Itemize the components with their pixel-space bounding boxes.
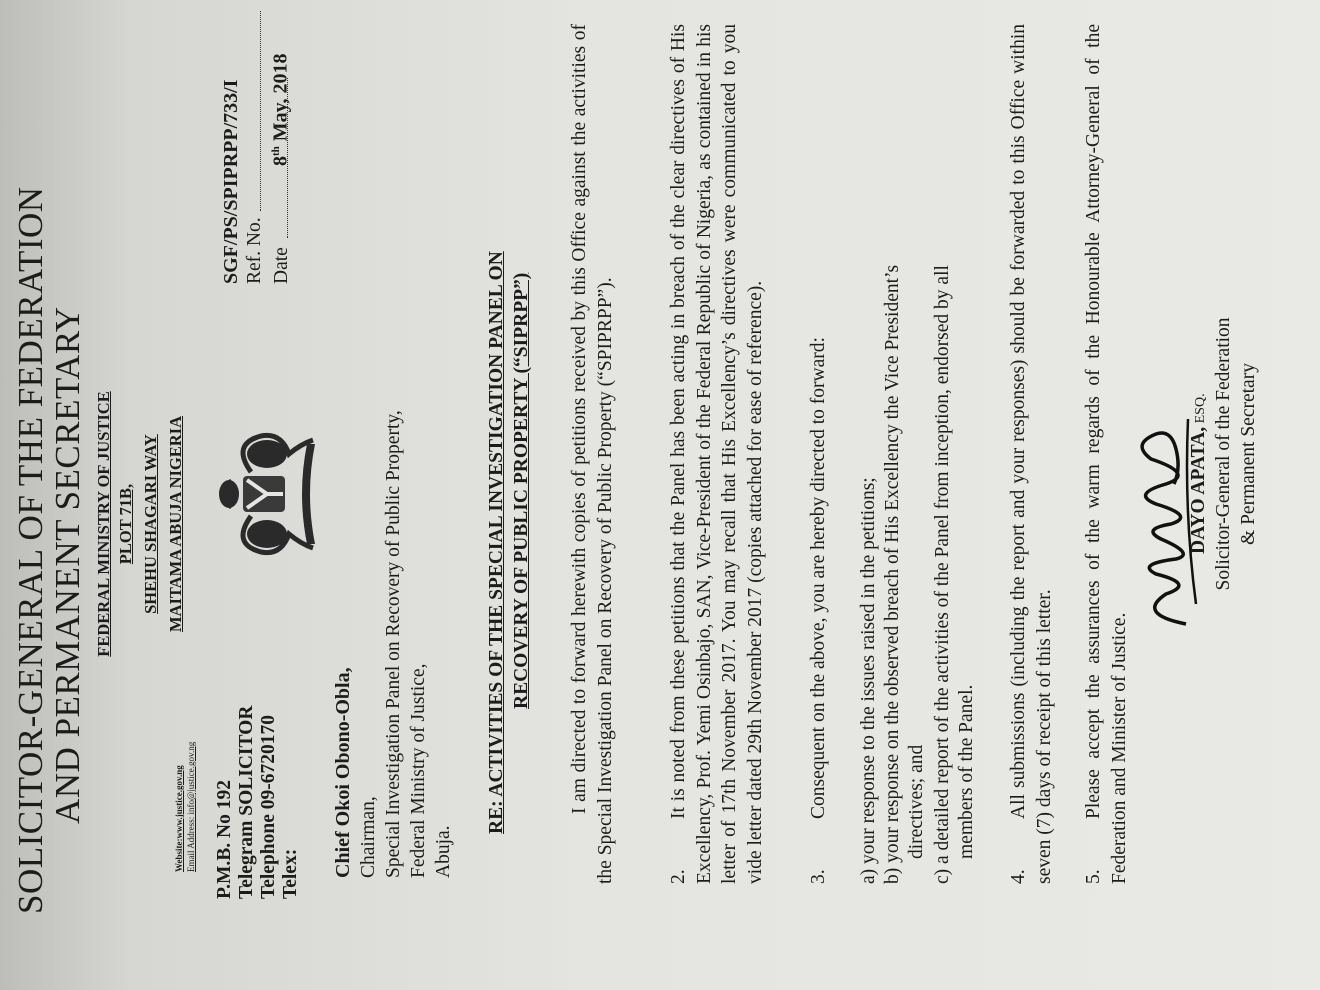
list-item-b-line2: directives; and <box>906 744 927 859</box>
ref-label: Ref. No. <box>244 217 265 284</box>
telephone-text: Telephone 09-6720170 <box>258 714 279 899</box>
email-text: Email Address: info@justice.gov.ng <box>186 741 196 872</box>
letterhead-title-line1: SOLICITOR-GENERAL OF THE FEDERATION <box>11 186 50 914</box>
list-item-c-line2: members of the Panel. <box>956 684 977 859</box>
date-label: Date <box>271 247 292 284</box>
paragraph-4: All submissions (including the report and your responses) should be forwarded to this Office within seven (7) days of receipt of this letter. <box>1008 24 1055 884</box>
paragraph-2: It is noted from these petitions that the Panel has been acting in breach of the clear directives of His Excellency, Prof. Yemi Osinbajo, SAN, Vice-President of the Federal Republic of Nigeria, as contained in his letter of 17th November 2017. You may recall that His Excellency’s directives were communicated to you vide letter dated 29th November 2017 (copies attached for ease of reference). <box>668 24 766 884</box>
paragraph-2-number: 2. <box>668 869 689 884</box>
signatory-title2: & Permanent Secretary <box>1238 363 1259 545</box>
pmb-text: P.M.B. No 192 <box>214 780 235 899</box>
ref-number: SGF/PS/SPIPRPP/733/I <box>220 79 242 284</box>
list-item-a: a) your response to the issues raised in the petitions; <box>858 477 879 884</box>
signatory-title1: Solicitor-General of the Federation <box>1213 317 1234 591</box>
subject-line1: RE: ACTIVITIES OF THE SPECIAL INVESTIGATION PANEL ON <box>486 251 507 834</box>
address-plot: PLOT 71B, <box>116 483 135 565</box>
letter-content-rotated <box>6 9 1306 984</box>
recipient-line4: Abuja. <box>433 825 454 878</box>
paragraph-3-number: 3. <box>808 869 829 884</box>
list-item-c-line1: c) a detailed report of the activities of the Panel from inception, endorsed by all <box>932 265 953 884</box>
recipient-line3: Federal Ministry of Justice, <box>408 663 429 878</box>
paragraph-5: Please accept the assurances of the warm regards of the Honourable Attorney-General of the Federation and Minister of Justice. <box>1083 24 1130 884</box>
paragraph-1: I am directed to forward herewith copies of petitions received by this Office against the activities of the Special Investigation Panel on Recovery of Public Property (“SPIPRPP”). <box>569 24 616 884</box>
date-value: 8th May, 2018 <box>269 53 292 166</box>
signatory-name: DAYO APATA, ESQ. <box>1188 393 1209 554</box>
paragraph-4-number: 4. <box>1008 869 1029 884</box>
paragraph-5-number: 5. <box>1083 869 1104 884</box>
letter-page <box>6 9 1306 984</box>
subject-line2: RECOVERY OF PUBLIC PROPERTY (“SIPRPP”) <box>511 272 532 709</box>
coat-of-arms-icon <box>211 414 321 574</box>
ministry-name: FEDERAL MINISTRY OF JUSTICE <box>94 391 113 657</box>
website-text: Website:www.justice.gov.ng <box>174 765 184 872</box>
recipient-line2: Special Investigation Panel on Recovery of Public Property, <box>383 410 404 878</box>
telegram-text: Telegram SOLICITOR <box>236 705 257 899</box>
paragraph-3: Consequent on the above, you are hereby directed to forward: <box>808 337 829 819</box>
recipient-line1: Chairman, <box>358 796 379 878</box>
ref-dotted-line <box>242 11 261 211</box>
letterhead-title-line2: AND PERMANENT SECRETARY <box>48 306 87 824</box>
telex-text: Telex: <box>280 848 301 899</box>
recipient-name: Chief Okoi Obono-Obla, <box>332 667 354 878</box>
address-street: SHEHU SHAGARI WAY <box>141 434 160 614</box>
list-item-b-line1: b) your response on the observed breach of His Excellency the Vice President’s <box>882 264 903 884</box>
address-city: MAITAMA ABUJA NIGERIA <box>166 415 185 633</box>
